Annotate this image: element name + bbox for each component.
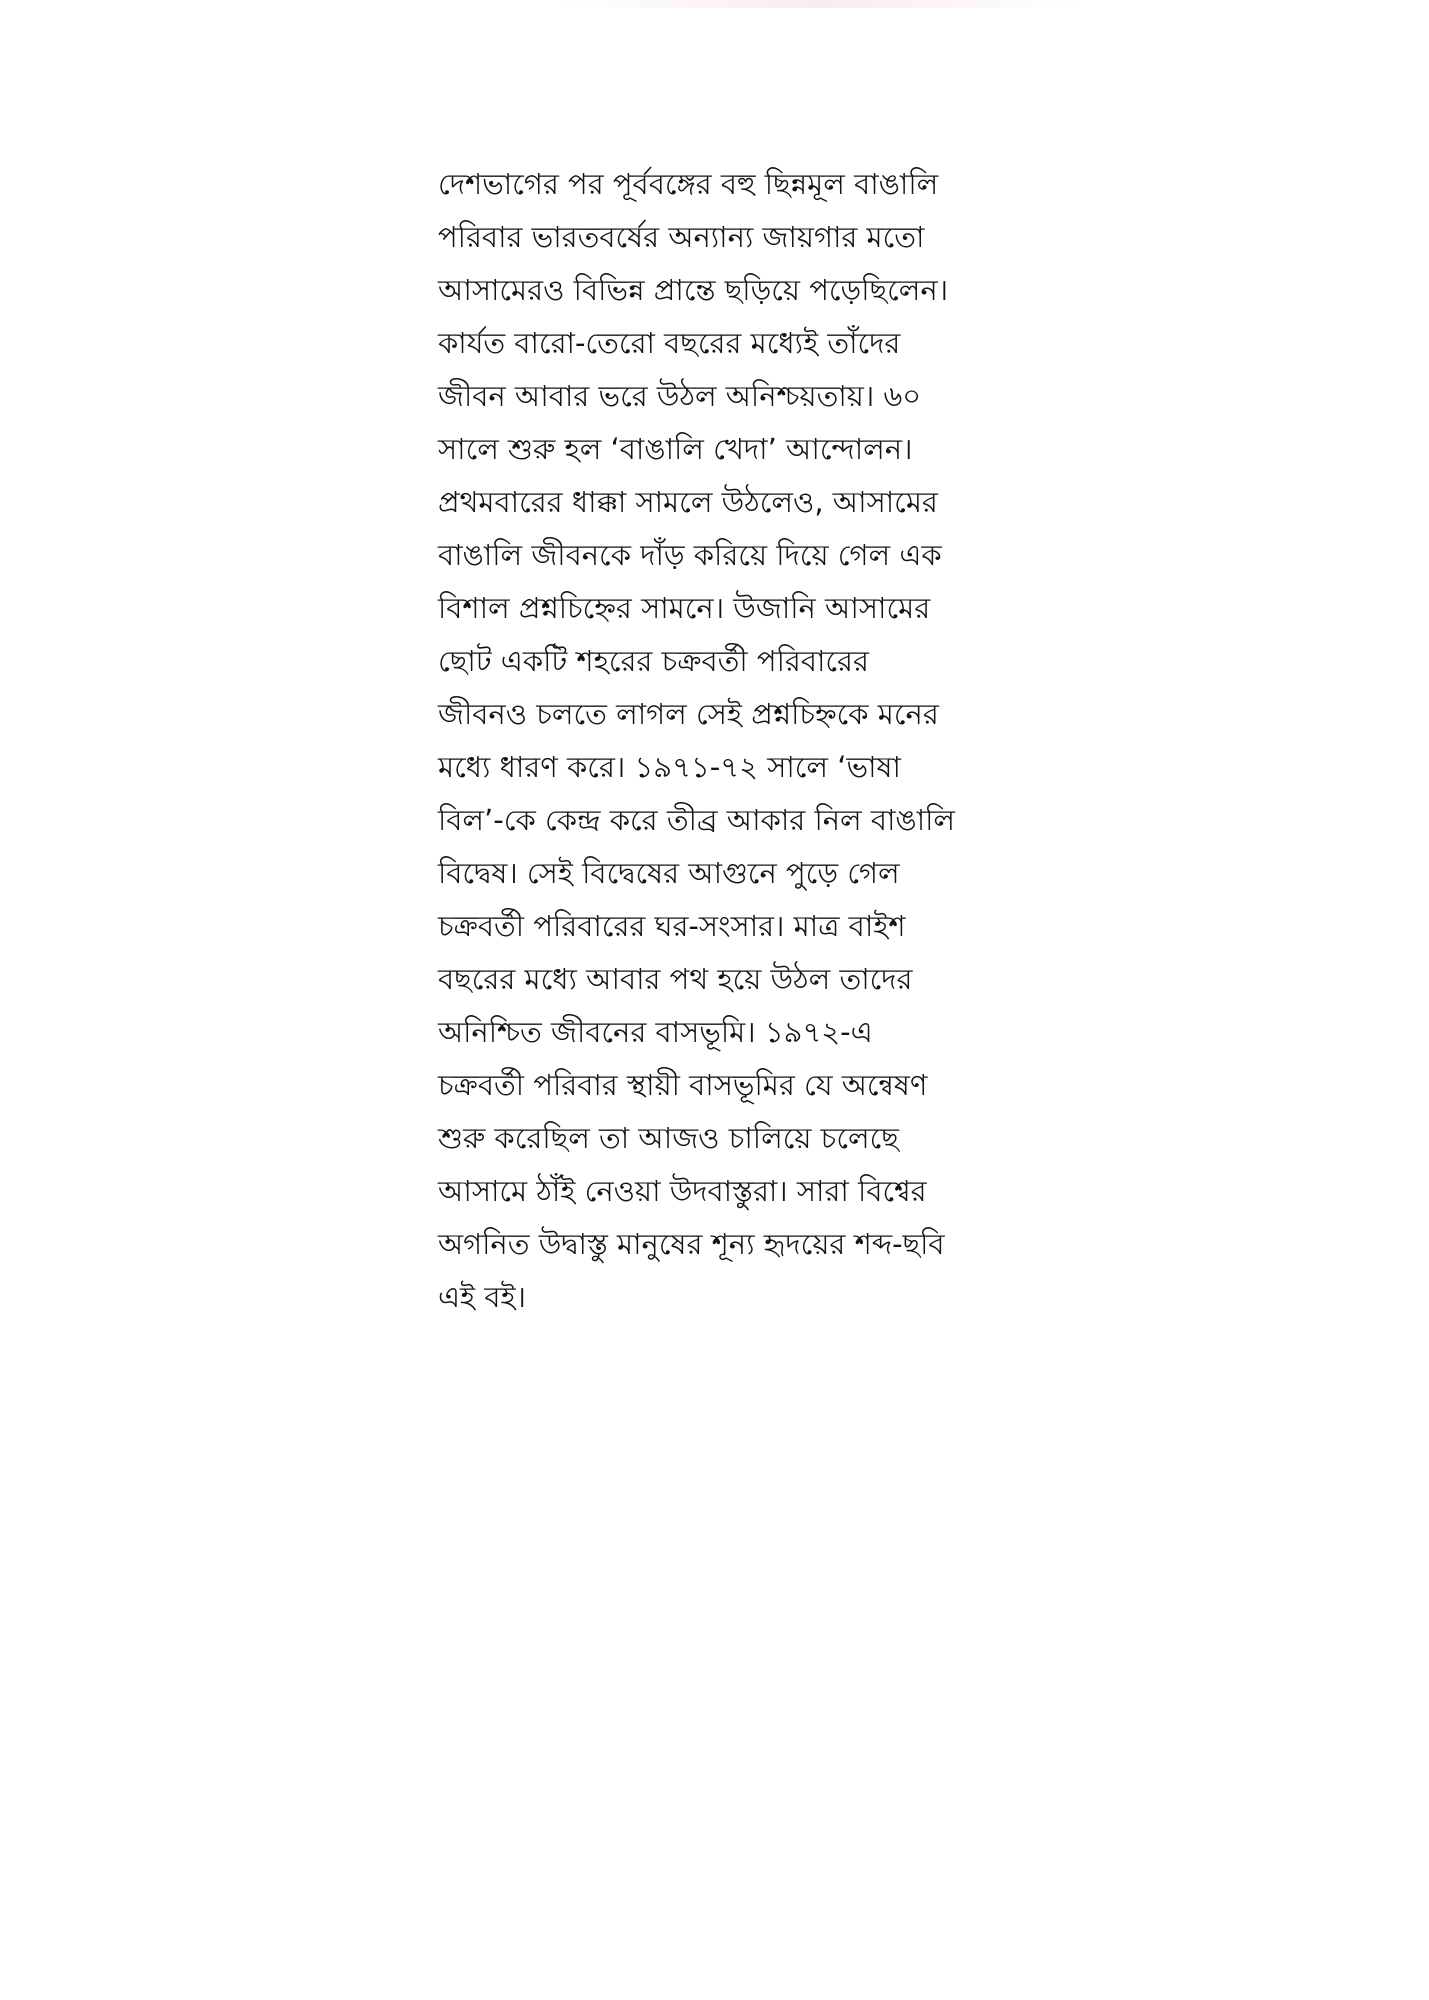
blurb-line: জীবনও চলতে লাগল সেই প্রশ্নচিহ্নকে মনের — [438, 697, 939, 731]
blurb-line: সালে শুরু হল ‘বাঙালি খেদা’ আন্দোলন। — [438, 432, 913, 466]
blurb-line: পরিবার ভারতবর্ষের অন্যান্য জায়গার মতো — [438, 220, 925, 254]
blurb-line: ছোট একটি শহরের চক্রবর্তী পরিবারের — [438, 644, 869, 678]
blurb-paragraph — [438, 158, 1038, 1324]
blurb-line: বছরের মধ্যে আবার পথ হয়ে উঠল তাদের — [438, 962, 913, 996]
blurb-line: আসামে ঠাঁই নেওয়া উদবাস্তুরা। সারা বিশ্বের — [438, 1174, 927, 1208]
page-edge-shadow — [560, 0, 1080, 8]
blurb-line: দেশভাগের পর পূর্ববঙ্গের বহু ছিন্নমূল বাঙালি — [438, 167, 939, 201]
blurb-line: চক্রবর্তী পরিবার স্থায়ী বাসভূমির যে অন্বেষণ — [438, 1068, 928, 1102]
blurb-line: এই বই। — [438, 1280, 526, 1314]
blurb-line: জীবন আবার ভরে উঠল অনিশ্চয়তায়। ৬০ — [438, 379, 922, 413]
blurb-line: বিদ্বেষ। সেই বিদ্বেষের আগুনে পুড়ে গেল — [438, 856, 900, 890]
blurb-line: প্রথমবারের ধাক্কা সামলে উঠলেও, আসামের — [438, 485, 938, 519]
blurb-line: শুরু করেছিল তা আজও চালিয়ে চলেছে — [438, 1121, 899, 1155]
blurb-line: আসামেরও বিভিন্ন প্রান্তে ছড়িয়ে পড়েছিলেন। — [438, 273, 949, 307]
blurb-line: অনিশ্চিত জীবনের বাসভূমি। ১৯৭২-এ — [438, 1015, 873, 1049]
blurb-line: বাঙালি জীবনকে দাঁড় করিয়ে দিয়ে গেল এক — [438, 538, 942, 572]
blurb-line: অগনিত উদ্বাস্তু মানুষের শূন্য হৃদয়ের শব্দ-ছবি — [438, 1227, 945, 1261]
blurb-line: বিশাল প্রশ্নচিহ্নের সামনে। উজানি আসামের — [438, 591, 931, 625]
blurb-line: কার্যত বারো-তেরো বছরের মধ্যেই তাঁদের — [438, 326, 901, 360]
blurb-line: চক্রবর্তী পরিবারের ঘর-সংসার। মাত্র বাইশ — [438, 909, 906, 943]
blurb-line: মধ্যে ধারণ করে। ১৯৭১-৭২ সালে ‘ভাষা — [438, 750, 901, 784]
blurb-line: বিল’-কে কেন্দ্র করে তীব্র আকার নিল বাঙালি — [438, 803, 956, 837]
